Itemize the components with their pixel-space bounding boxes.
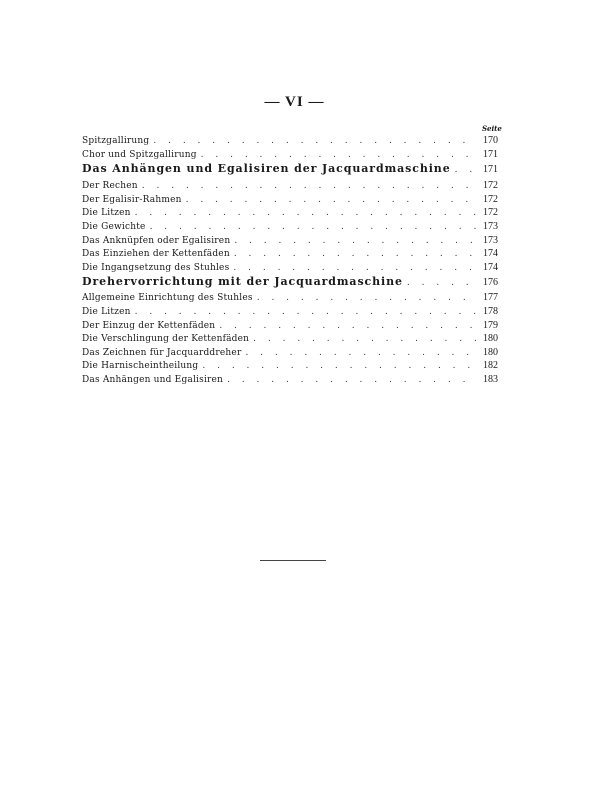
toc-entry-title: Die Gewichte: [82, 221, 146, 232]
toc-entry-title: Allgemeine Einrichtung des Stuhles: [82, 293, 253, 304]
end-rule: [260, 560, 326, 561]
toc-entry-title: Das Anknüpfen oder Egalisiren: [82, 235, 231, 246]
toc-entry: [82, 235, 498, 249]
toc-entry-title: Der Egalisir-Rahmen: [82, 194, 182, 205]
dot-leader: [186, 195, 476, 205]
toc-entry-title: Der Einzug der Kettenfäden: [82, 320, 216, 331]
dot-leader: [201, 150, 476, 160]
toc-entry: [82, 320, 498, 334]
toc-entry: [82, 306, 498, 320]
table-of-contents: [82, 135, 498, 388]
toc-entry-page-number: 183: [483, 373, 498, 385]
toc-entry-page-number: 177: [483, 292, 498, 304]
toc-entry-page-number: 170: [483, 135, 498, 146]
toc-entry-page-number: 171: [483, 148, 498, 160]
toc-entry-title: Die Litzen: [82, 306, 131, 317]
dot-leader: [253, 334, 476, 344]
dot-leader: [234, 236, 476, 246]
page-number: — VI —: [264, 94, 325, 110]
dot-leader: [245, 348, 476, 358]
dot-leader: [202, 361, 476, 371]
toc-entry: [82, 333, 498, 347]
dot-leader: [135, 208, 476, 218]
dot-leader: [135, 307, 476, 317]
toc-entry: [82, 135, 498, 149]
toc-entry-title: Das Anhängen und Egalisiren der Jacquardmaschine: [82, 162, 451, 176]
toc-entry-page-number: 176: [483, 277, 498, 289]
toc-entry: [82, 207, 498, 221]
toc-entry: [82, 248, 498, 262]
toc-entry: [82, 221, 498, 235]
toc-entry-page-number: 172: [483, 193, 498, 205]
dot-leader: [234, 249, 476, 259]
page-column-label: Seite: [482, 124, 502, 133]
toc-entry-title: Die Verschlingung der Kettenfäden: [82, 334, 250, 345]
toc-entry-title: Das Zeichnen für Jacquarddreher: [82, 347, 242, 358]
dot-leader: [233, 263, 476, 273]
toc-entry-title: Drehervorrichtung mit der Jacquardmaschine: [82, 275, 403, 289]
toc-entry-page-number: 172: [483, 207, 498, 219]
toc-entry-page-number: 171: [483, 164, 498, 176]
dot-leader: [142, 181, 476, 191]
toc-entry-page-number: 178: [483, 305, 498, 317]
toc-entry-title: Der Rechen: [82, 181, 138, 192]
dot-leader: [257, 293, 476, 303]
toc-entry-page-number: 180: [483, 333, 498, 345]
toc-entry: [82, 262, 498, 276]
toc-entry-title: Die Litzen: [82, 208, 131, 219]
toc-entry-title: Das Anhängen und Egalisiren: [82, 374, 224, 385]
toc-entry: [82, 180, 498, 194]
toc-entry-title: Das Einziehen der Kettenfäden: [82, 249, 230, 260]
toc-entry-page-number: 182: [483, 360, 498, 372]
toc-entry-title: Chor und Spitzgallirung: [82, 149, 197, 160]
toc-entry-title: Die Ingangsetzung des Stuhles: [82, 262, 230, 273]
toc-entry: [82, 149, 498, 163]
dot-leader: [455, 165, 476, 175]
dot-leader: [219, 321, 476, 331]
dot-leader: [150, 222, 476, 232]
toc-section-heading: [82, 275, 498, 292]
toc-entry-page-number: 174: [483, 248, 498, 260]
toc-entry-page-number: 174: [483, 261, 498, 273]
dot-leader: [227, 375, 476, 385]
toc-entry-page-number: 173: [483, 220, 498, 232]
toc-entry: [82, 360, 498, 374]
toc-entry-page-number: 173: [483, 234, 498, 246]
toc-entry: [82, 194, 498, 208]
dot-leader: [407, 278, 476, 288]
toc-entry-page-number: 179: [483, 319, 498, 331]
toc-entry: [82, 347, 498, 361]
toc-entry-title: Die Harnischeintheilung: [82, 361, 199, 372]
toc-section-heading: [82, 162, 498, 180]
dot-leader: [153, 136, 476, 146]
toc-entry: [82, 292, 498, 306]
toc-entry-title: Spitzgallirung: [82, 136, 150, 146]
toc-entry-page-number: 180: [483, 346, 498, 358]
toc-entry-page-number: 172: [483, 180, 498, 192]
toc-entry: [82, 374, 498, 388]
